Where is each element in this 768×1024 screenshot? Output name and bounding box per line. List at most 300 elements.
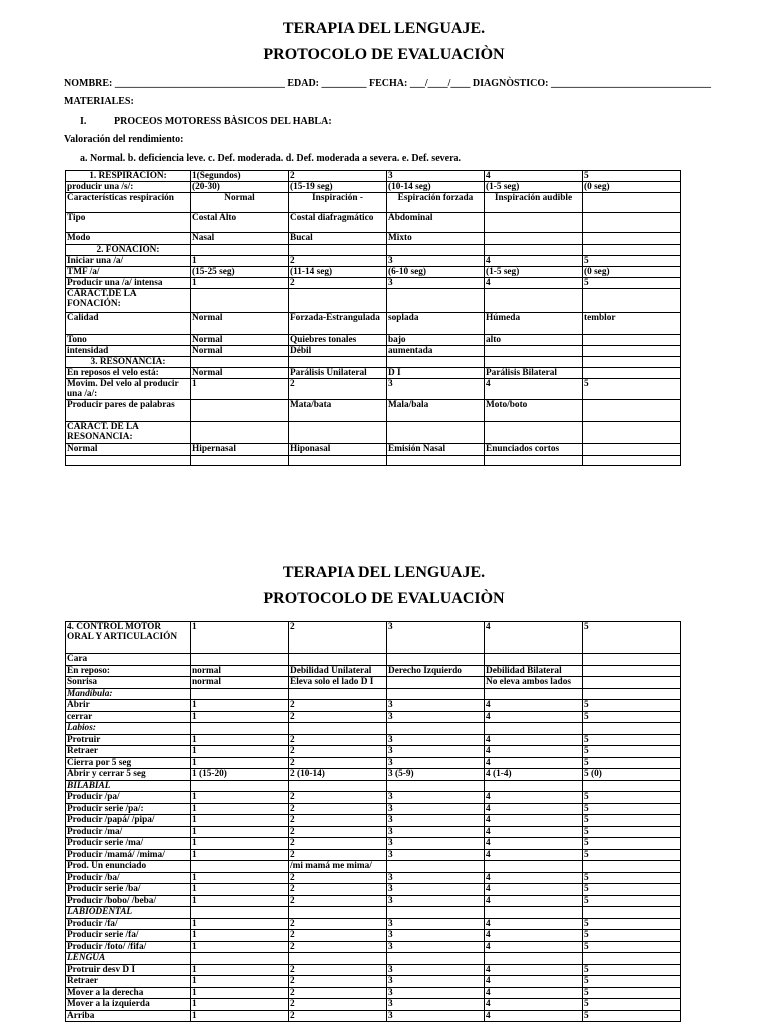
table-cell: 4: [485, 256, 583, 267]
page2-title: TERAPIA DEL LENGUAJE.: [282, 564, 486, 581]
table-cell: Prod. Un enunciado: [66, 861, 191, 873]
table-cell: Características respiración: [66, 193, 191, 213]
table-cell: Producir /fa/: [66, 918, 191, 930]
table-cell: 2: [289, 622, 387, 654]
table-cell: 1: [191, 734, 289, 746]
table-cell: 2: [289, 872, 387, 884]
table-cell: Sonrisa: [66, 677, 191, 689]
table-cell: 1: [191, 815, 289, 827]
table-cell: 4: [485, 815, 583, 827]
table-cell: 5: [583, 746, 681, 758]
table-cell: Producir serie /ba/: [66, 884, 191, 896]
table-cell: /mi mamá me mima/: [289, 861, 387, 873]
table-row: [66, 700, 681, 712]
table-cell: 1: [191, 379, 289, 400]
table-cell: Moto/boto: [485, 400, 583, 422]
table-cell: 5: [583, 918, 681, 930]
table-cell: 2: [289, 999, 387, 1011]
table-cell: 3: [387, 826, 485, 838]
table-cell: [66, 456, 191, 466]
table-cell: [289, 907, 387, 919]
table-cell: 3: [387, 918, 485, 930]
table-cell: 5: [583, 700, 681, 712]
table-row: [66, 872, 681, 884]
table-row: [66, 723, 681, 735]
respiracion-fonacion-resonancia-table: [65, 170, 681, 466]
table-cell: [485, 456, 583, 466]
table-cell: 3: [387, 171, 485, 182]
table-row: [66, 654, 681, 666]
table-cell: 5: [583, 734, 681, 746]
table-cell: Producir /ma/: [66, 826, 191, 838]
table-cell: [191, 400, 289, 422]
table-row: [66, 746, 681, 758]
table-cell: 1: [191, 1010, 289, 1022]
table-row: [66, 313, 681, 335]
table-cell: 2: [289, 930, 387, 942]
table-cell: Nasal: [191, 233, 289, 245]
table-cell: [387, 780, 485, 792]
table-cell: En reposo:: [66, 665, 191, 677]
table-cell: [289, 654, 387, 666]
table-cell: 3: [387, 895, 485, 907]
table-cell: [191, 953, 289, 965]
table-cell: 2: [289, 895, 387, 907]
table-cell: 5: [583, 941, 681, 953]
table-cell: [191, 723, 289, 735]
table-cell: 5: [583, 838, 681, 850]
table-cell: 5: [583, 803, 681, 815]
table-row: [66, 233, 681, 245]
table-cell: 2: [289, 826, 387, 838]
table-cell: 5: [583, 256, 681, 267]
table-cell: 2: [289, 734, 387, 746]
table-cell: [485, 780, 583, 792]
table-cell: CARACT. DE LA RESONANCIA:: [66, 422, 191, 444]
table-cell: [583, 654, 681, 666]
table-cell: [583, 346, 681, 357]
table-cell: 1: [191, 838, 289, 850]
table-row: [66, 622, 681, 654]
table-cell: 1: [191, 884, 289, 896]
table-cell: Inspiración -: [289, 193, 387, 213]
table-cell: [583, 422, 681, 444]
table-cell: 2: [289, 1010, 387, 1022]
table-cell: Debilidad Bilateral: [485, 665, 583, 677]
table-cell: 2: [289, 849, 387, 861]
table-cell: [583, 245, 681, 256]
table-cell: 4: [485, 941, 583, 953]
table-cell: Normal: [191, 335, 289, 346]
table-row: [66, 953, 681, 965]
table-cell: 4: [485, 622, 583, 654]
rating-scale: a. Normal. b. deficiencia leve. c. Def. moderada. d. Def. moderada a severa. e. Def. severa.: [80, 153, 462, 164]
table-cell: [583, 213, 681, 233]
table-cell: Mata/bata: [289, 400, 387, 422]
table-cell: Parálisis Unilateral: [289, 368, 387, 379]
table-cell: 5: [583, 884, 681, 896]
table-cell: 5 (0): [583, 769, 681, 781]
table-cell: 1(Segundos): [191, 171, 289, 182]
table-cell: [289, 245, 387, 256]
table-cell: [583, 289, 681, 313]
table-cell: Producir /pa/: [66, 792, 191, 804]
table-cell: cerrar: [66, 711, 191, 723]
table-cell: Abdominal: [387, 213, 485, 233]
table-cell: intensidad: [66, 346, 191, 357]
table-cell: 2: [289, 746, 387, 758]
table-cell: 3: [387, 884, 485, 896]
table-cell: [485, 654, 583, 666]
table-cell: Tono: [66, 335, 191, 346]
table-cell: 1: [191, 792, 289, 804]
table-cell: Normal: [191, 193, 289, 213]
table-cell: [387, 723, 485, 735]
table-row: [66, 895, 681, 907]
table-cell: BILABIAL: [66, 780, 191, 792]
table-cell: temblor: [583, 313, 681, 335]
table-cell: [583, 677, 681, 689]
table-cell: Mandíbula:: [66, 688, 191, 700]
table-cell: Retraer: [66, 746, 191, 758]
table-row: [66, 987, 681, 999]
table-cell: 3: [387, 622, 485, 654]
page1-title: TERAPIA DEL LENGUAJE.: [282, 20, 486, 37]
table-row: [66, 918, 681, 930]
table-cell: 1: [191, 622, 289, 654]
control-motor-oral-table: [65, 621, 681, 1022]
table-row: [66, 711, 681, 723]
table-cell: Mover a la izquierda: [66, 999, 191, 1011]
table-cell: 3: [387, 964, 485, 976]
table-cell: 3. RESONANCIA:: [66, 357, 191, 368]
table-cell: Normal: [191, 346, 289, 357]
table-cell: [583, 335, 681, 346]
table-cell: [583, 368, 681, 379]
table-cell: D I: [387, 368, 485, 379]
table-cell: [387, 677, 485, 689]
table-cell: 3: [387, 872, 485, 884]
table-cell: 1: [191, 895, 289, 907]
table-row: [66, 1010, 681, 1022]
table-cell: 4: [485, 999, 583, 1011]
table-row: [66, 335, 681, 346]
table-cell: [583, 444, 681, 456]
table-cell: Normal: [191, 313, 289, 335]
table-cell: 2: [289, 171, 387, 182]
table-cell: [387, 289, 485, 313]
table-cell: [387, 422, 485, 444]
table-cell: 5: [583, 964, 681, 976]
table-cell: 5: [583, 976, 681, 988]
table-cell: [191, 654, 289, 666]
table-cell: 1: [191, 700, 289, 712]
table-cell: 1: [191, 278, 289, 289]
table-cell: Costal diafragmático: [289, 213, 387, 233]
table-cell: 3: [387, 815, 485, 827]
table-row: [66, 976, 681, 988]
table-cell: 2: [289, 757, 387, 769]
table-cell: 4: [485, 884, 583, 896]
table-row: [66, 193, 681, 213]
table-cell: [289, 357, 387, 368]
table-cell: [191, 422, 289, 444]
table-row: [66, 849, 681, 861]
table-cell: [191, 688, 289, 700]
table-cell: [289, 688, 387, 700]
table-cell: (11-14 seg): [289, 267, 387, 278]
table-cell: [191, 907, 289, 919]
table-cell: 4: [485, 987, 583, 999]
table-cell: 2: [289, 976, 387, 988]
table-cell: 1. RESPIRACIÓN:: [66, 171, 191, 182]
table-row: [66, 256, 681, 267]
table-cell: [485, 861, 583, 873]
table-cell: Protruir desv D I: [66, 964, 191, 976]
table-cell: 1: [191, 987, 289, 999]
table-cell: [191, 780, 289, 792]
table-cell: [289, 422, 387, 444]
table-row: [66, 930, 681, 942]
table-cell: [583, 400, 681, 422]
table-cell: No eleva ambos lados: [485, 677, 583, 689]
table-cell: 3: [387, 1010, 485, 1022]
table-cell: (15-25 seg): [191, 267, 289, 278]
table-cell: [387, 245, 485, 256]
table-cell: Arriba: [66, 1010, 191, 1022]
table-cell: [583, 953, 681, 965]
table-cell: [583, 723, 681, 735]
table-cell: 3: [387, 838, 485, 850]
table-row: [66, 456, 681, 466]
table-cell: 2: [289, 941, 387, 953]
table-cell: 4: [485, 826, 583, 838]
table-cell: 2: [289, 884, 387, 896]
table-cell: [387, 907, 485, 919]
table-row: [66, 861, 681, 873]
table-row: [66, 803, 681, 815]
table-cell: Eleva solo el lado D I: [289, 677, 387, 689]
table-cell: Enunciados cortos: [485, 444, 583, 456]
table-row: [66, 826, 681, 838]
form-line: NOMBRE: __________________________________ EDAD: _________ FECHA: ___/____/____ DIAGNÒSTICO: ________________________________: [64, 78, 711, 89]
table-cell: Producir serie /fa/: [66, 930, 191, 942]
table-cell: Cierra por 5 seg: [66, 757, 191, 769]
table-cell: [485, 213, 583, 233]
table-cell: Producir /bobo/ /beba/: [66, 895, 191, 907]
table-cell: [583, 861, 681, 873]
table-cell: 3: [387, 987, 485, 999]
table-row: [66, 245, 681, 256]
table-cell: 2: [289, 792, 387, 804]
table-cell: 3: [387, 379, 485, 400]
table-cell: LENGUA: [66, 953, 191, 965]
table-cell: Mover a la derecha: [66, 987, 191, 999]
table-cell: [583, 907, 681, 919]
table-cell: Producir /papá/ /pipa/: [66, 815, 191, 827]
table-cell: 1: [191, 872, 289, 884]
table-cell: [485, 357, 583, 368]
table-cell: Cara: [66, 654, 191, 666]
table-cell: Abrir: [66, 700, 191, 712]
table-cell: [289, 289, 387, 313]
table-cell: 5: [583, 999, 681, 1011]
table-cell: Mixto: [387, 233, 485, 245]
table-cell: Producir /foto/ /fifa/: [66, 941, 191, 953]
table-row: [66, 999, 681, 1011]
table-cell: 1: [191, 849, 289, 861]
table-cell: 2. FONACIÓN:: [66, 245, 191, 256]
table-cell: [387, 357, 485, 368]
table-cell: soplada: [387, 313, 485, 335]
table-cell: Débil: [289, 346, 387, 357]
table-cell: normal: [191, 677, 289, 689]
table-cell: 3: [387, 757, 485, 769]
table-cell: Protruir: [66, 734, 191, 746]
table-row: [66, 757, 681, 769]
section-title: PROCEOS MOTORESS BÀSICOS DEL HABLA:: [114, 116, 332, 127]
table-cell: (20-30): [191, 182, 289, 193]
table-cell: [289, 953, 387, 965]
table-cell: 5: [583, 792, 681, 804]
table-cell: 2: [289, 700, 387, 712]
table-cell: alto: [485, 335, 583, 346]
table-cell: [583, 193, 681, 213]
table-cell: 1: [191, 941, 289, 953]
table-cell: Costal Alto: [191, 213, 289, 233]
table-cell: [387, 654, 485, 666]
table-cell: Tipo: [66, 213, 191, 233]
table-cell: [289, 723, 387, 735]
table-row: [66, 734, 681, 746]
table-cell: 4: [485, 278, 583, 289]
table-cell: 5: [583, 849, 681, 861]
page2-subtitle: PROTOCOLO DE EVALUACIÒN: [263, 590, 505, 607]
table-cell: Abrir y cerrar 5 seg: [66, 769, 191, 781]
table-cell: 5: [583, 826, 681, 838]
table-cell: Quiebres tonales: [289, 335, 387, 346]
table-row: [66, 422, 681, 444]
table-cell: 1: [191, 803, 289, 815]
table-cell: normal: [191, 665, 289, 677]
table-cell: [583, 780, 681, 792]
table-cell: Normal: [191, 368, 289, 379]
table-cell: Modo: [66, 233, 191, 245]
table-cell: [289, 456, 387, 466]
table-row: [66, 400, 681, 422]
table-row: [66, 815, 681, 827]
table-cell: 5: [583, 278, 681, 289]
table-cell: [191, 861, 289, 873]
table-cell: 4: [485, 918, 583, 930]
table-cell: 3: [387, 746, 485, 758]
table-cell: 5: [583, 1010, 681, 1022]
table-cell: [485, 233, 583, 245]
table-cell: Producir serie /pa/:: [66, 803, 191, 815]
table-cell: 5: [583, 379, 681, 400]
table-row: [66, 769, 681, 781]
table-cell: 2: [289, 278, 387, 289]
table-cell: 1: [191, 964, 289, 976]
table-cell: [485, 422, 583, 444]
materiales-label: MATERIALES:: [64, 96, 134, 107]
table-cell: 1: [191, 930, 289, 942]
table-cell: 2 (10-14): [289, 769, 387, 781]
table-cell: [191, 456, 289, 466]
table-cell: 4: [485, 895, 583, 907]
table-cell: Movim. Del velo al producir una /a/:: [66, 379, 191, 400]
table-cell: 4: [485, 792, 583, 804]
table-cell: 2: [289, 964, 387, 976]
table-cell: (0 seg): [583, 267, 681, 278]
table-cell: [387, 456, 485, 466]
table-cell: 3: [387, 849, 485, 861]
table-cell: TMF /a/: [66, 267, 191, 278]
table-cell: 4: [485, 734, 583, 746]
table-cell: Retraer: [66, 976, 191, 988]
table-row: [66, 289, 681, 313]
table-cell: 2: [289, 711, 387, 723]
table-cell: 1: [191, 976, 289, 988]
table-cell: [583, 233, 681, 245]
table-cell: 3: [387, 278, 485, 289]
table-cell: [485, 688, 583, 700]
table-cell: 4: [485, 849, 583, 861]
table-cell: 1: [191, 711, 289, 723]
table-cell: Inspiración audible: [485, 193, 583, 213]
table-cell: 4: [485, 379, 583, 400]
table-cell: (0 seg): [583, 182, 681, 193]
table-cell: Normal: [66, 444, 191, 456]
table-cell: [485, 289, 583, 313]
table-cell: 2: [289, 987, 387, 999]
table-cell: Húmeda: [485, 313, 583, 335]
table-cell: 4: [485, 803, 583, 815]
table-cell: [583, 456, 681, 466]
table-cell: 5: [583, 171, 681, 182]
table-row: [66, 907, 681, 919]
table-cell: producir una /s/:: [66, 182, 191, 193]
table-row: [66, 278, 681, 289]
page1-subtitle: PROTOCOLO DE EVALUACIÒN: [263, 46, 505, 63]
table-row: [66, 379, 681, 400]
table-cell: Iniciar una /a/: [66, 256, 191, 267]
table-cell: (1-5 seg): [485, 267, 583, 278]
table-cell: 1: [191, 826, 289, 838]
table-cell: (6-10 seg): [387, 267, 485, 278]
table-cell: 3: [387, 792, 485, 804]
table-cell: 1 (15-20): [191, 769, 289, 781]
table-cell: 5: [583, 711, 681, 723]
table-cell: LABIODENTAL: [66, 907, 191, 919]
table-cell: [387, 953, 485, 965]
table-row: [66, 688, 681, 700]
table-cell: Bucal: [289, 233, 387, 245]
table-row: [66, 213, 681, 233]
table-cell: 5: [583, 895, 681, 907]
table-cell: 2: [289, 838, 387, 850]
table-cell: 4. CONTROL MOTOR ORAL Y ARTICULACIÓN: [66, 622, 191, 654]
table-cell: [191, 289, 289, 313]
table-cell: Espiración forzada: [387, 193, 485, 213]
table-cell: 3: [387, 700, 485, 712]
table-cell: 2: [289, 803, 387, 815]
section-number: I.: [80, 116, 87, 127]
table-cell: Producir /ba/: [66, 872, 191, 884]
table-cell: 1: [191, 757, 289, 769]
table-cell: [191, 357, 289, 368]
table-cell: [485, 346, 583, 357]
